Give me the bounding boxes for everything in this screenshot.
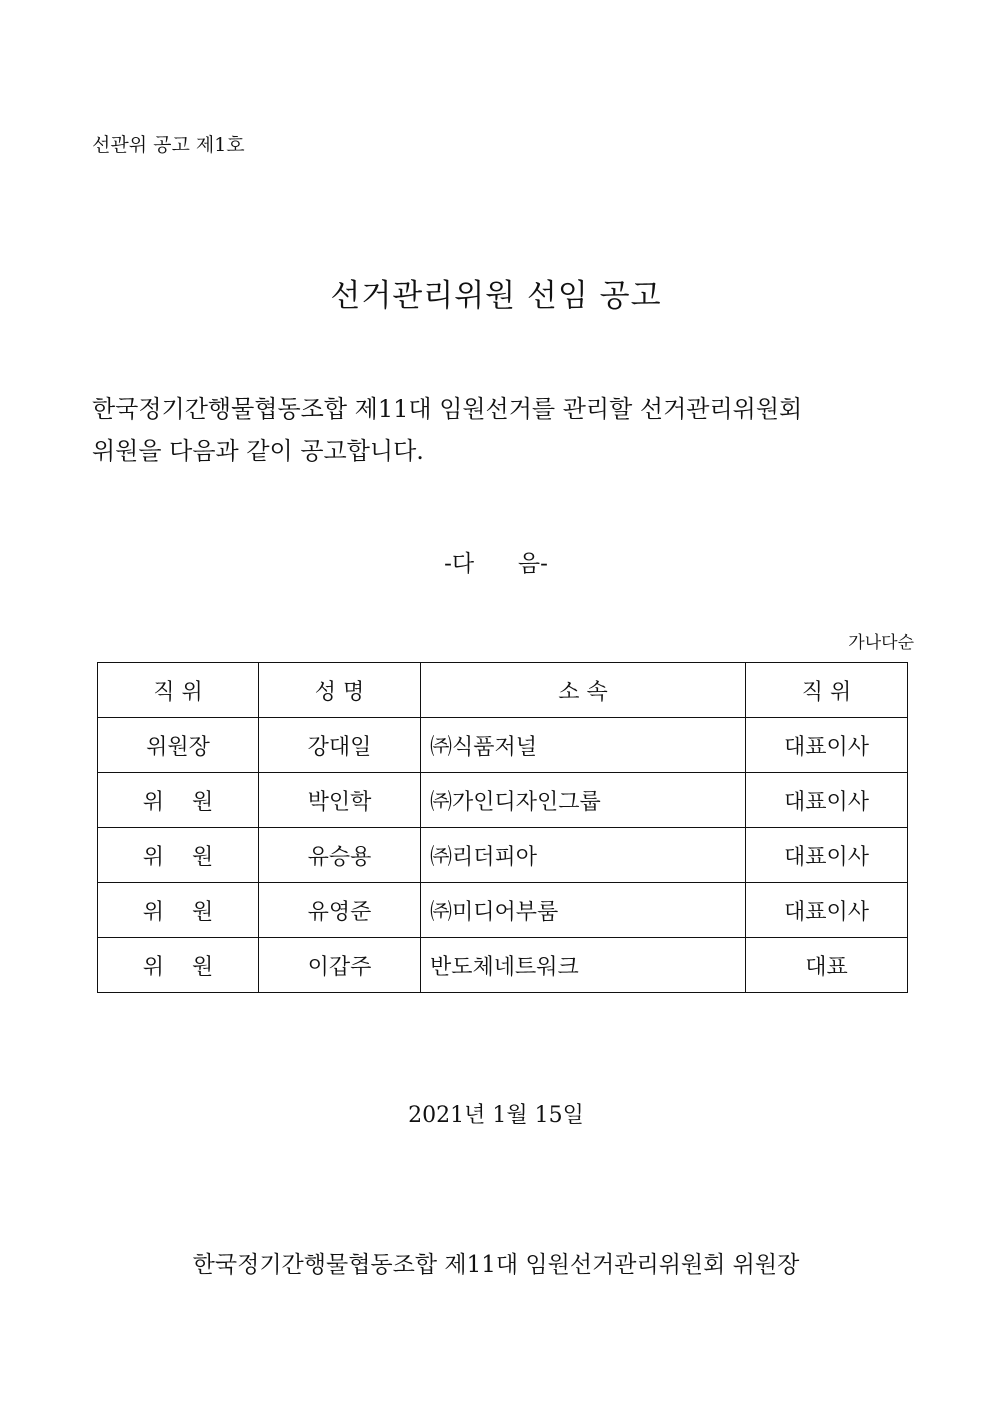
header-affiliation: 소 속 [421,663,746,718]
cell-title: 대표이사 [746,883,908,938]
cell-position: 위 원 [98,773,259,828]
cell-title: 대표이사 [746,828,908,883]
table-row [98,828,908,883]
body-paragraph [92,388,802,472]
cell-name: 강대일 [259,718,421,773]
header-position: 직 위 [98,663,259,718]
table-row [98,938,908,993]
sort-order-note: 가나다순 [848,633,914,653]
table-row [98,773,908,828]
body-line-2: 위원을 다음과 같이 공고합니다. [92,437,424,465]
cell-name: 이갑주 [259,938,421,993]
section-heading: -다 음- [444,551,548,577]
header-title: 직 위 [746,663,908,718]
cell-position: 위원장 [98,718,259,773]
committee-members-table [97,662,908,993]
cell-affiliation: ㈜가인디자인그룹 [421,773,746,828]
table-header-row [98,663,908,718]
cell-name: 유승용 [259,828,421,883]
cell-affiliation: 반도체네트워크 [421,938,746,993]
notice-number: 선관위 공고 제1호 [92,134,245,156]
announcement-date: 2021년 1월 15일 [408,1103,584,1128]
cell-title: 대표이사 [746,718,908,773]
cell-title: 대표이사 [746,773,908,828]
table-row [98,718,908,773]
cell-name: 유영준 [259,883,421,938]
cell-affiliation: ㈜리더피아 [421,828,746,883]
table-row [98,883,908,938]
cell-title: 대표 [746,938,908,993]
cell-name: 박인학 [259,773,421,828]
cell-position: 위 원 [98,828,259,883]
cell-position: 위 원 [98,938,259,993]
cell-affiliation: ㈜식품저널 [421,718,746,773]
document-title: 선거관리위원 선임 공고 [330,278,662,314]
issuer-signature: 한국정기간행물협동조합 제11대 임원선거관리위원회 위원장 [192,1252,800,1278]
cell-affiliation: ㈜미디어부룸 [421,883,746,938]
header-name: 성 명 [259,663,421,718]
body-line-1: 한국정기간행물협동조합 제11대 임원선거를 관리할 선거관리위원회 [92,395,803,423]
cell-position: 위 원 [98,883,259,938]
